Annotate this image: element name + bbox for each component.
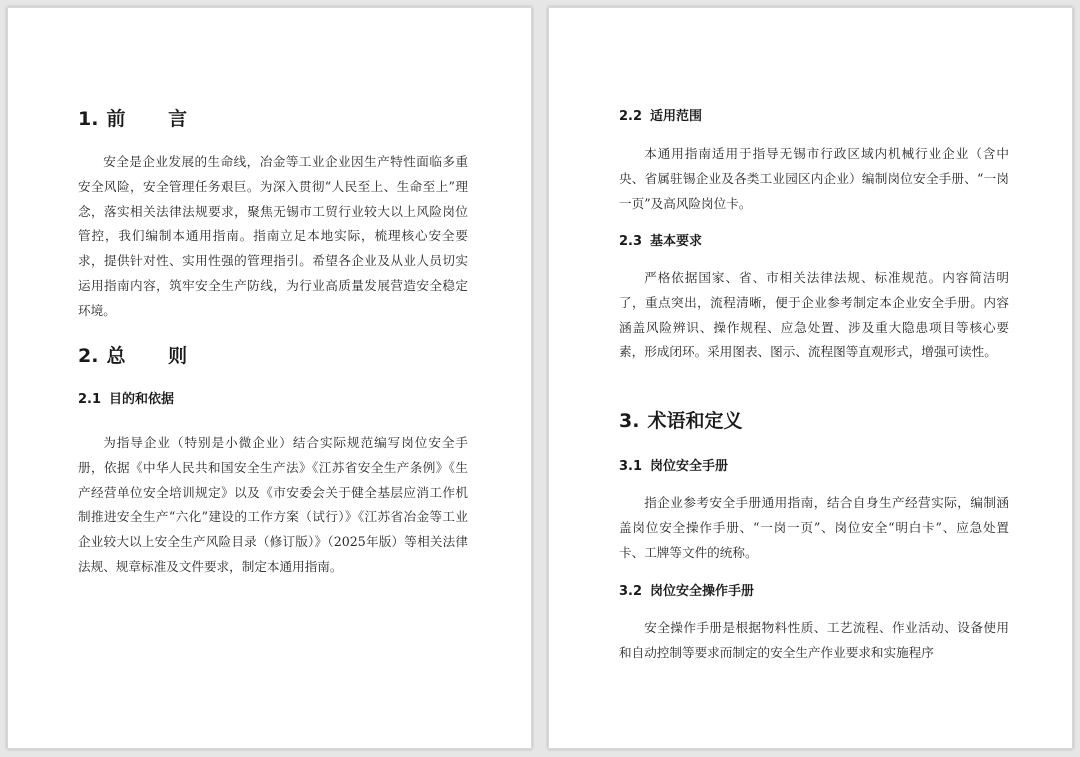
section-heading-2 — [78, 341, 205, 368]
subsection-title: 岗位安全操作手册 — [650, 584, 755, 599]
section-title: 总 则 — [106, 345, 206, 367]
subsection-title: 目的和依据 — [109, 392, 175, 407]
section-heading-3 — [619, 406, 742, 433]
subsection-number: 3.1 — [619, 459, 643, 474]
section-number: 2. — [78, 345, 99, 367]
subsection-title: 岗位安全手册 — [650, 459, 729, 474]
subsection-heading-2-1 — [78, 388, 174, 407]
subsection-number: 2.3 — [619, 234, 643, 249]
safety-manual-definition-paragraph: 指企业参考安全手册通用指南，结合自身生产经营实际，编制涵盖岗位安全操作手册、“一岗一页”、岗位安全“明白卡”、应急处置卡、工牌等文件的统称。 — [619, 495, 1009, 560]
section-number: 1. — [78, 108, 99, 130]
preface-paragraph: 安全是企业发展的生命线，冶金等工业企业因生产特性面临多重安全风险，安全管理任务艰巨。为深入贯彻“人民至上、生命至上”理念，落实相关法律法规要求，聚焦无锡市工贸行业较大以上风险岗位管控，我们编制本通用指南。指南立足本地实际，梳理核心安全要求，提供针对性、实用性强的管理指引。希望各企业及从业人员切实运用指南内容，筑牢安全生产防线，为行业高质量发展营造安全稳定环境。 — [78, 154, 468, 318]
section-title: 前 言 — [106, 108, 206, 130]
section-number: 3. — [619, 410, 640, 432]
operation-manual-definition-paragraph: 安全操作手册是根据物料性质、工艺流程、作业活动、设备使用和自动控制等要求而制定的安全生产作业要求和实施程序 — [619, 620, 1009, 660]
subsection-number: 3.2 — [619, 584, 643, 599]
purpose-paragraph: 为指导企业（特别是小微企业）结合实际规范编写岗位安全手册，依据《中华人民共和国安全生产法》《江苏省安全生产条例》《生产经营单位安全培训规定》以及《市安委会关于健全基层应消工作机制推进安全生产“六化”建设的工作方案（试行）》《江苏省冶金等工业企业较大以上安全生产风险目录（修订版）》（2025年版）等相关法律法规、规章标准及文件要求，制定本通用指南。 — [78, 435, 468, 574]
subsection-heading-3-1 — [619, 455, 728, 474]
section-heading-1 — [78, 104, 205, 131]
document-page-left — [7, 7, 532, 749]
subsection-title: 基本要求 — [650, 234, 703, 249]
subsection-heading-2-3 — [619, 230, 702, 249]
document-page-right — [548, 7, 1073, 749]
subsection-heading-3-2 — [619, 580, 754, 599]
section-title: 术语和定义 — [647, 410, 743, 432]
subsection-number: 2.1 — [78, 392, 102, 407]
subsection-number: 2.2 — [619, 109, 643, 124]
scope-paragraph: 本通用指南适用于指导无锡市行政区域内机械行业企业（含中央、省属驻锡企业及各类工业园区内企业）编制岗位安全手册、“一岗一页”及高风险岗位卡。 — [619, 146, 1009, 211]
subsection-title: 适用范围 — [650, 109, 703, 124]
subsection-heading-2-2 — [619, 105, 702, 124]
requirements-paragraph: 严格依据国家、省、市相关法律法规、标准规范。内容简洁明了，重点突出，流程清晰，便于企业参考制定本企业安全手册。内容涵盖风险辨识、操作规程、应急处置、涉及重大隐患项目等核心要素，形成闭环。采用图表、图示、流程图等直观形式，增强可读性。 — [619, 270, 1009, 360]
